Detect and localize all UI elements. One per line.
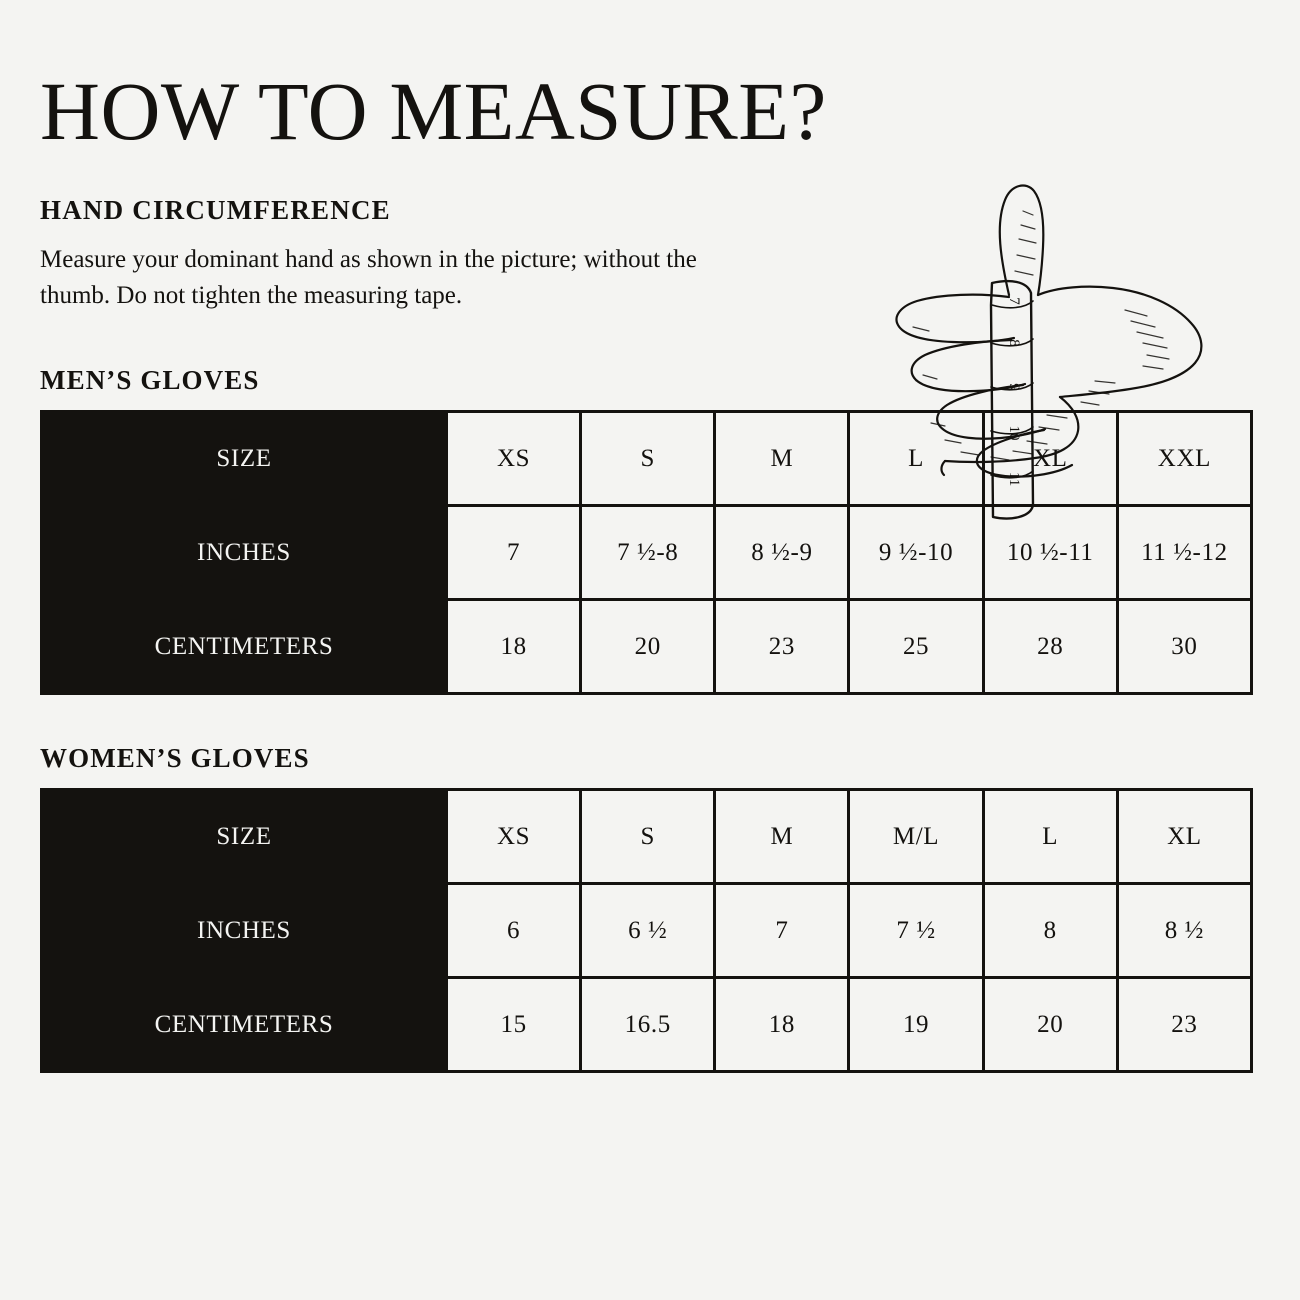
tape-mark-10: 10: [1006, 425, 1022, 441]
cell-cm-l: 20: [983, 978, 1117, 1072]
cell-inches-xs: 7: [447, 506, 581, 600]
cell-size-xl: XL: [1117, 790, 1251, 884]
tape-mark-7: 7: [1006, 297, 1022, 305]
womens-gloves-heading: WOMEN’S GLOVES: [40, 743, 310, 773]
table-row: [42, 978, 1252, 1072]
table-row: [42, 884, 1252, 978]
cell-inches-m: 8 ½-9: [715, 506, 849, 600]
row-label-inches: INCHES: [42, 884, 447, 978]
cell-inches-xl: 10 ½-11: [983, 506, 1117, 600]
cell-size-m: M: [715, 790, 849, 884]
hand-with-measuring-tape-illustration: [795, 175, 1245, 535]
cell-cm-l: 25: [849, 600, 983, 694]
cell-cm-ml: 19: [849, 978, 983, 1072]
cell-cm-xl: 28: [983, 600, 1117, 694]
hand-circumference-heading: HAND CIRCUMFERENCE: [40, 195, 391, 225]
cell-inches-xs: 6: [447, 884, 581, 978]
hand-circumference-description: Measure your dominant hand as shown in the picture; without the thumb. Do not tighten the measuring tape.: [40, 246, 697, 309]
tape-mark-11: 11: [1006, 471, 1022, 487]
cell-cm-xxl: 30: [1117, 600, 1251, 694]
cell-inches-xxl: 11 ½-12: [1117, 506, 1251, 600]
cell-size-xs: XS: [447, 790, 581, 884]
cell-size-s: S: [581, 790, 715, 884]
tape-mark-9: 9: [1006, 383, 1022, 391]
cell-inches-s: 7 ½-8: [581, 506, 715, 600]
row-label-centimeters: CENTIMETERS: [42, 600, 447, 694]
cell-size-ml: M/L: [849, 790, 983, 884]
cell-size-m: M: [715, 412, 849, 506]
cell-cm-s: 16.5: [581, 978, 715, 1072]
cell-size-l: L: [983, 790, 1117, 884]
page-title: HOW TO MEASURE?: [40, 65, 827, 157]
cell-cm-s: 20: [581, 600, 715, 694]
cell-size-xxl: XXL: [1117, 412, 1251, 506]
row-label-size: SIZE: [42, 790, 447, 884]
womens-gloves-table: [40, 788, 1253, 1073]
cell-cm-xl: 23: [1117, 978, 1251, 1072]
tape-mark-8: 8: [1006, 339, 1022, 347]
cell-cm-xs: 15: [447, 978, 581, 1072]
row-label-centimeters: CENTIMETERS: [42, 978, 447, 1072]
row-label-size: SIZE: [42, 412, 447, 506]
cell-size-xs: XS: [447, 412, 581, 506]
mens-gloves-heading: MEN’S GLOVES: [40, 365, 260, 395]
cell-inches-l: 8: [983, 884, 1117, 978]
cell-size-s: S: [581, 412, 715, 506]
cell-size-xl: XL: [983, 412, 1117, 506]
cell-cm-m: 18: [715, 978, 849, 1072]
table-row: [42, 790, 1252, 884]
cell-size-l: L: [849, 412, 983, 506]
cell-inches-l: 9 ½-10: [849, 506, 983, 600]
table-row: [42, 600, 1252, 694]
cell-inches-xl: 8 ½: [1117, 884, 1251, 978]
cell-inches-m: 7: [715, 884, 849, 978]
cell-cm-m: 23: [715, 600, 849, 694]
cell-inches-ml: 7 ½: [849, 884, 983, 978]
row-label-inches: INCHES: [42, 506, 447, 600]
cell-inches-s: 6 ½: [581, 884, 715, 978]
cell-cm-xs: 18: [447, 600, 581, 694]
